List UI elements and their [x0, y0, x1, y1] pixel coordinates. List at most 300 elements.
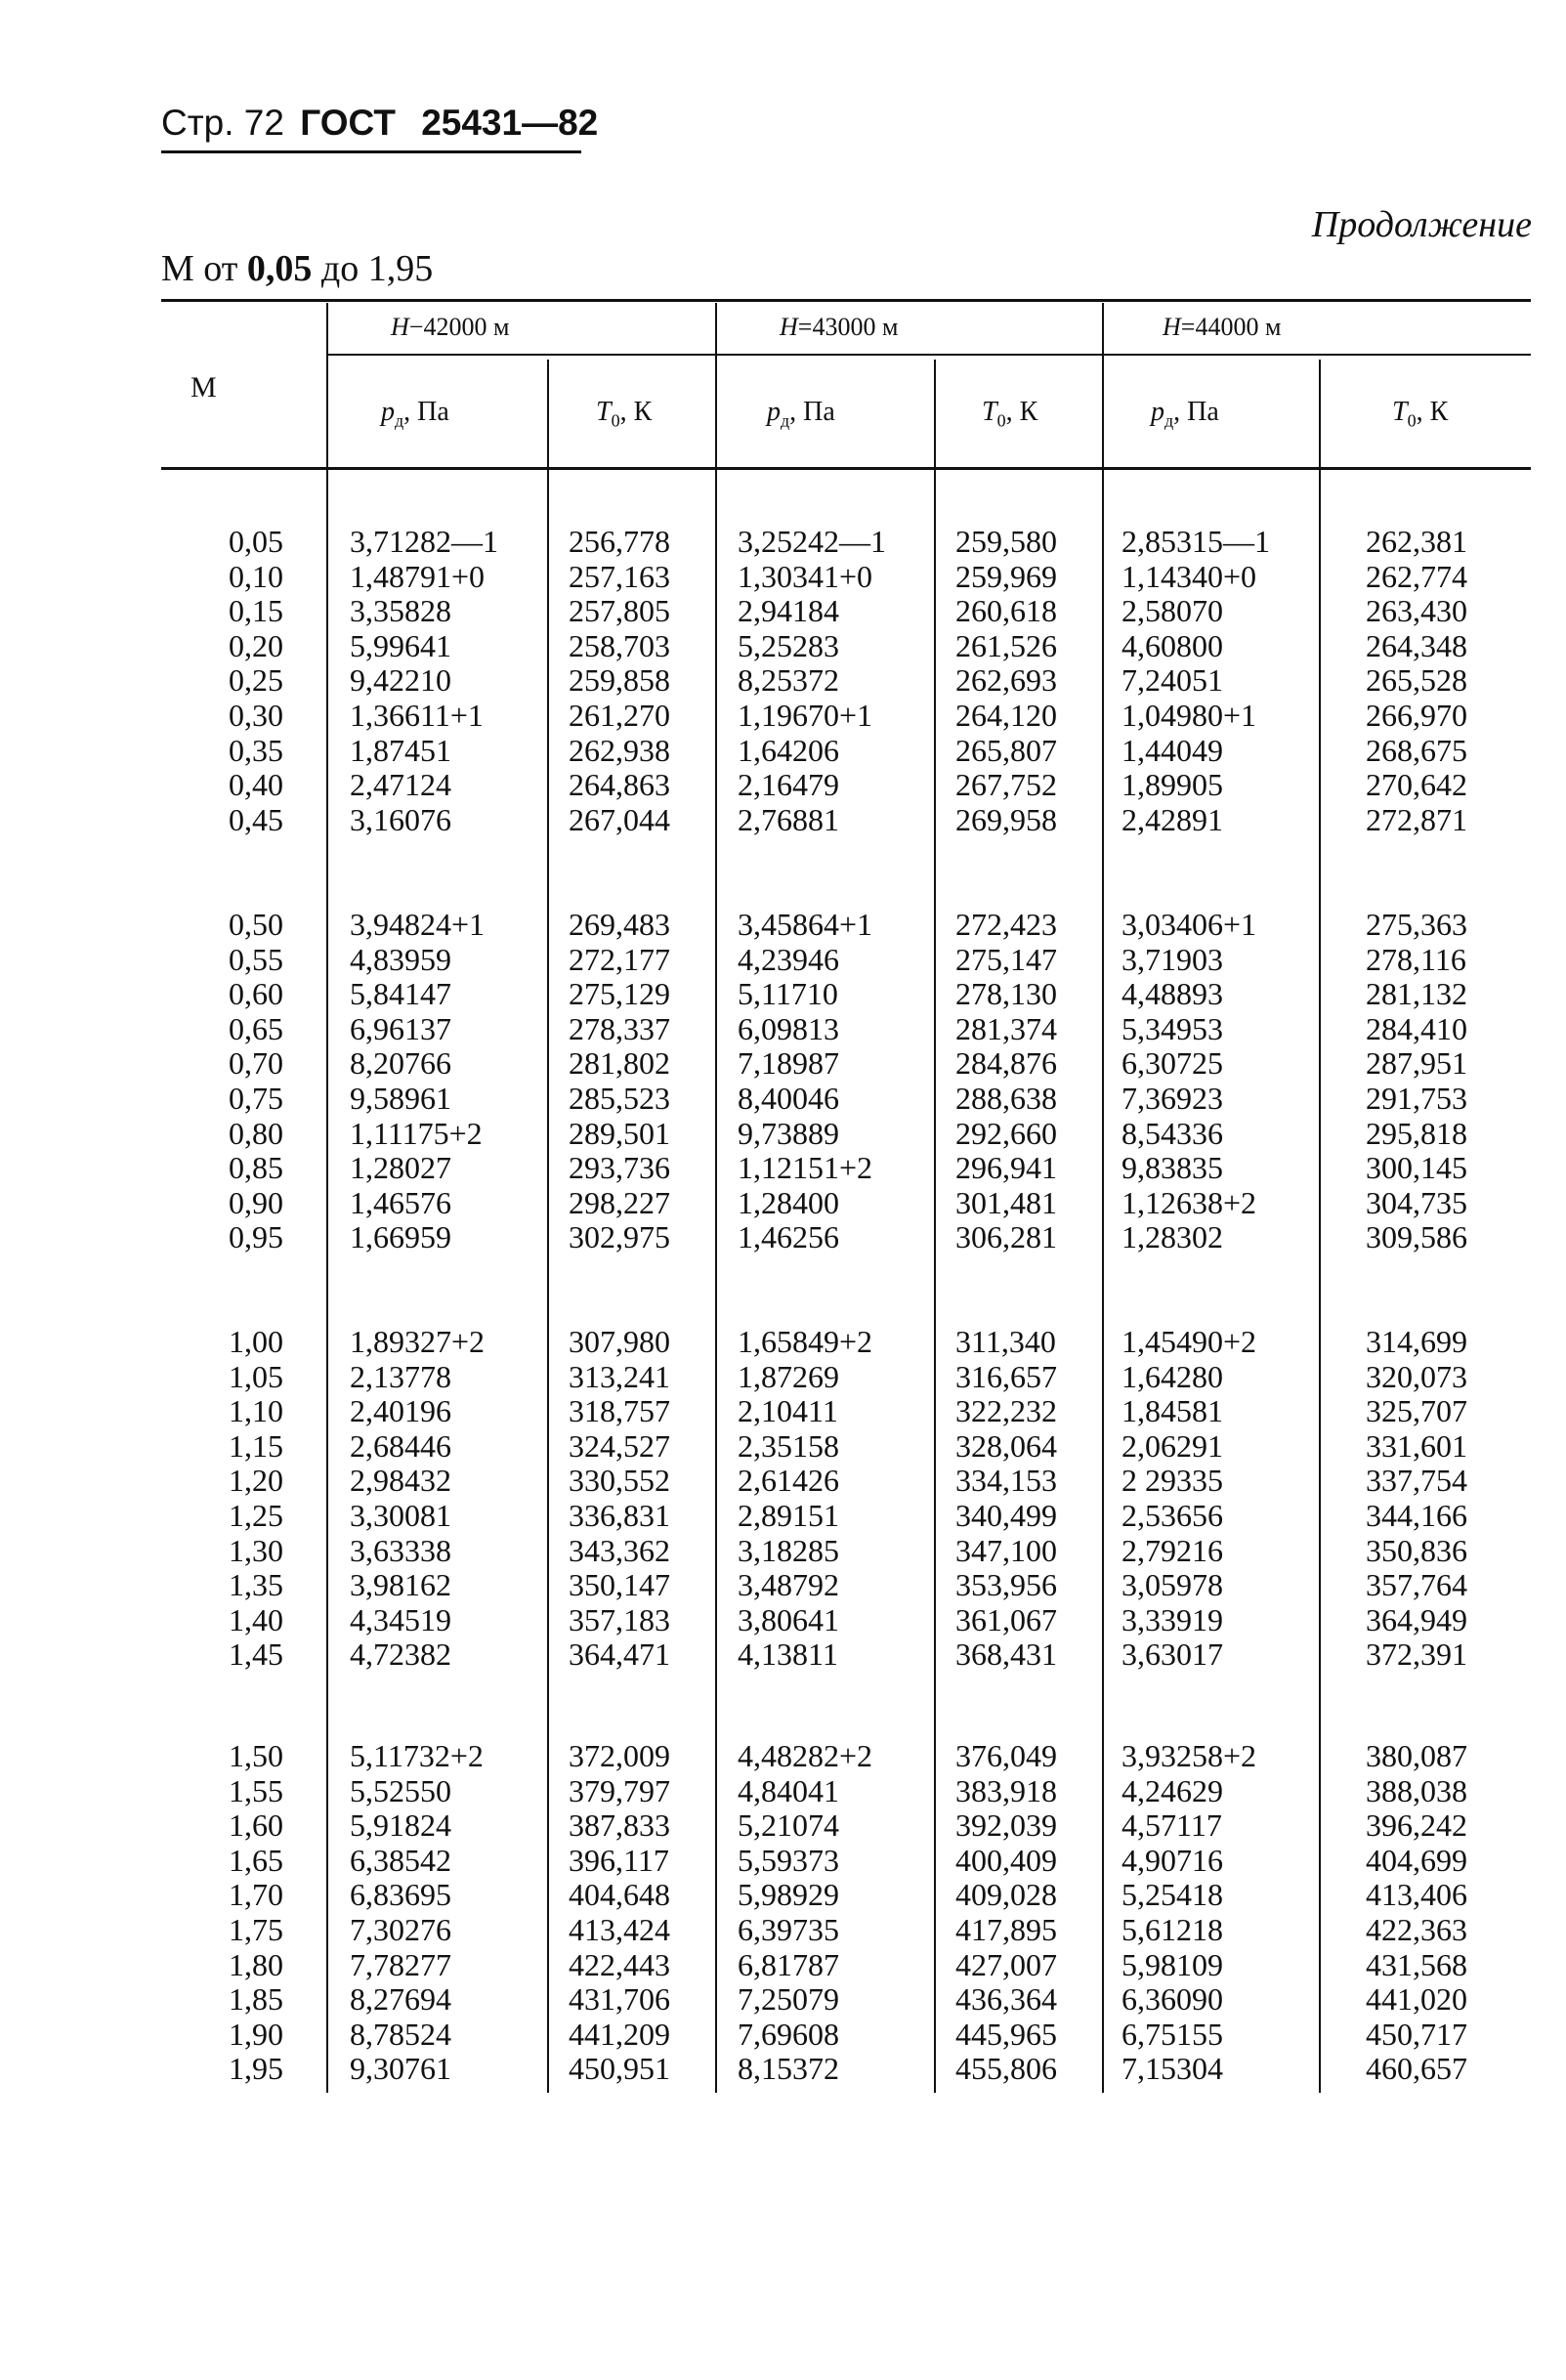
temperature-cell: 311,340 — [955, 1324, 1056, 1359]
table-row — [0, 803, 1566, 838]
temperature-cell: 302,975 — [569, 1219, 670, 1255]
table-row — [0, 1046, 1566, 1082]
pressure-cell: 7,78277 — [350, 1946, 451, 1982]
pressure-cell: 2,47124 — [350, 767, 451, 803]
pressure-cell: 8,15372 — [738, 2051, 839, 2087]
temperature-header: $T_0$, К — [1392, 397, 1449, 431]
table-row — [0, 1499, 1566, 1534]
temperature-cell: 296,941 — [955, 1150, 1057, 1186]
pressure-cell: 1,48791+0 — [350, 558, 486, 594]
table-row — [0, 943, 1566, 978]
header-underline — [161, 150, 581, 153]
temperature-cell: 259,969 — [955, 558, 1057, 594]
temperature-cell: 293,736 — [569, 1150, 670, 1186]
pressure-cell: 5,52550 — [350, 1772, 451, 1808]
pressure-cell: 2,35158 — [738, 1427, 839, 1464]
pressure-cell: 1,87269 — [738, 1358, 839, 1394]
mach-cell: 0,25 — [229, 662, 283, 699]
header-bottom-rule — [161, 467, 1531, 470]
temperature-cell: 422,443 — [569, 1946, 670, 1982]
pressure-cell: 7,24051 — [1122, 662, 1223, 699]
continuation-label: Продолжение — [1311, 204, 1532, 245]
temperature-cell: 455,806 — [955, 2051, 1057, 2087]
temperature-cell: 263,430 — [1366, 593, 1467, 629]
table-row — [0, 1913, 1566, 1948]
temperature-cell: 404,699 — [1366, 1842, 1467, 1878]
temperature-cell: 409,028 — [955, 1877, 1057, 1913]
pressure-cell: 5,84147 — [350, 976, 451, 1012]
mach-cell: 1,25 — [229, 1497, 283, 1533]
pressure-cell: 2,16479 — [738, 767, 839, 803]
temperature-cell: 364,471 — [569, 1636, 670, 1673]
range-middle: до — [312, 248, 368, 289]
pressure-cell: 1,36611+1 — [350, 697, 484, 733]
pressure-cell: 4,84041 — [738, 1772, 839, 1808]
table-row — [0, 908, 1566, 943]
pressure-cell: 1,87451 — [350, 732, 451, 768]
temperature-cell: 256,778 — [569, 524, 670, 559]
mach-cell: 0,55 — [229, 941, 283, 977]
table-row — [0, 1774, 1566, 1809]
temperature-cell: 314,699 — [1366, 1324, 1467, 1359]
temperature-cell: 450,951 — [569, 2051, 670, 2087]
pressure-cell: 2,58070 — [1122, 593, 1223, 629]
pressure-cell: 6,30725 — [1122, 1045, 1223, 1082]
table-row — [0, 525, 1566, 560]
temperature-cell: 318,757 — [569, 1393, 670, 1429]
pressure-cell: 1,66959 — [350, 1219, 451, 1255]
temperature-cell: 300,145 — [1366, 1150, 1467, 1186]
pressure-cell: 3,98162 — [350, 1567, 451, 1603]
pressure-cell: 6,39735 — [738, 1911, 839, 1947]
mach-cell: 1,35 — [229, 1567, 283, 1603]
pressure-cell: 4,48282+2 — [738, 1738, 873, 1773]
pressure-cell: 1,46256 — [738, 1219, 839, 1255]
temperature-cell: 396,117 — [569, 1842, 669, 1878]
table-row — [0, 1464, 1566, 1499]
pressure-cell: 7,25079 — [738, 1981, 839, 2018]
pressure-cell: 2,79216 — [1122, 1532, 1223, 1568]
pressure-cell: 4,34519 — [350, 1601, 451, 1637]
standard-number: 25431—82 — [421, 103, 599, 143]
temperature-cell: 272,423 — [955, 907, 1057, 942]
table-row — [0, 1360, 1566, 1395]
mach-cell: 0,05 — [229, 524, 283, 559]
pressure-cell: 5,25283 — [738, 627, 839, 663]
mach-cell: 0,30 — [229, 697, 283, 733]
mach-range-caption — [161, 247, 433, 290]
temperature-cell: 445,965 — [955, 2016, 1057, 2052]
temperature-cell: 328,064 — [955, 1427, 1057, 1464]
temperature-cell: 262,381 — [1366, 524, 1467, 559]
temperature-cell: 357,764 — [1366, 1567, 1467, 1603]
mach-cell: 1,30 — [229, 1532, 283, 1568]
temperature-cell: 284,876 — [955, 1045, 1057, 1082]
pressure-cell: 7,15304 — [1122, 2051, 1223, 2087]
pressure-cell: 9,42210 — [350, 662, 451, 699]
temperature-cell: 387,833 — [569, 1807, 670, 1844]
pressure-cell: 1,04980+1 — [1122, 697, 1257, 733]
mach-cell: 0,10 — [229, 558, 283, 594]
group-header-rule — [327, 354, 1531, 356]
pressure-cell: 4,72382 — [350, 1636, 451, 1673]
temperature-cell: 309,586 — [1366, 1219, 1467, 1255]
temperature-cell: 320,073 — [1366, 1358, 1467, 1394]
table-row — [0, 1878, 1566, 1913]
temperature-cell: 275,129 — [569, 976, 670, 1012]
temperature-cell: 417,895 — [955, 1911, 1057, 1947]
pressure-cell: 2,98432 — [350, 1463, 451, 1499]
temperature-cell: 361,067 — [955, 1601, 1057, 1637]
temperature-cell: 264,348 — [1366, 627, 1467, 663]
table-block — [0, 1739, 1566, 2087]
pressure-cell: 4,24629 — [1122, 1772, 1223, 1808]
table-top-rule — [161, 299, 1531, 302]
mach-cell: 0,85 — [229, 1150, 283, 1186]
temperature-cell: 259,858 — [569, 662, 670, 699]
temperature-cell: 272,871 — [1366, 801, 1467, 837]
pressure-cell: 3,80641 — [738, 1601, 839, 1637]
temperature-cell: 313,241 — [569, 1358, 670, 1394]
mach-cell: 0,75 — [229, 1080, 283, 1116]
mach-cell: 1,05 — [229, 1358, 283, 1394]
pressure-cell: 2,85315—1 — [1122, 524, 1270, 559]
mach-cell: 1,85 — [229, 1981, 283, 2018]
mach-cell: 1,80 — [229, 1946, 283, 1982]
pressure-cell: 4,48893 — [1122, 976, 1223, 1012]
temperature-cell: 413,406 — [1366, 1877, 1467, 1913]
table-row — [0, 629, 1566, 664]
pressure-cell: 2,68446 — [350, 1427, 451, 1464]
pressure-cell: 2,06291 — [1122, 1427, 1223, 1464]
pressure-cell: 5,61218 — [1122, 1911, 1223, 1947]
table-row — [0, 1325, 1566, 1360]
pressure-cell: 3,63017 — [1122, 1636, 1223, 1673]
temperature-cell: 284,410 — [1366, 1010, 1467, 1046]
temperature-cell: 343,362 — [569, 1532, 670, 1568]
temperature-cell: 270,642 — [1366, 767, 1467, 803]
temperature-cell: 331,601 — [1366, 1427, 1467, 1464]
pressure-cell: 3,03406+1 — [1122, 907, 1257, 942]
pressure-cell: 3,63338 — [350, 1532, 451, 1568]
pressure-cell: 6,81787 — [738, 1946, 839, 1982]
mach-cell: 0,45 — [229, 801, 283, 837]
mach-column-header: М — [190, 371, 217, 404]
pressure-cell: 9,58961 — [350, 1080, 451, 1116]
mach-cell: 1,20 — [229, 1463, 283, 1499]
temperature-cell: 287,951 — [1366, 1045, 1467, 1082]
pressure-cell: 1,28027 — [350, 1150, 451, 1186]
temperature-cell: 281,132 — [1366, 976, 1467, 1012]
mach-cell: 1,70 — [229, 1877, 283, 1913]
pressure-cell: 2,61426 — [738, 1463, 839, 1499]
standard-label: ГОСТ — [300, 103, 396, 143]
temperature-cell: 325,707 — [1366, 1393, 1467, 1429]
pressure-cell: 8,54336 — [1122, 1115, 1223, 1151]
temperature-cell: 269,483 — [569, 907, 670, 942]
temperature-cell: 368,431 — [955, 1636, 1057, 1673]
pressure-cell: 2 29335 — [1122, 1463, 1223, 1499]
pressure-cell: 3,25242—1 — [738, 524, 886, 559]
pressure-cell: 2,13778 — [350, 1358, 451, 1394]
table-block — [0, 908, 1566, 1255]
table-row — [0, 2018, 1566, 2053]
pressure-cell: 7,30276 — [350, 1911, 451, 1947]
pressure-cell: 9,83835 — [1122, 1150, 1223, 1186]
temperature-cell: 269,958 — [955, 801, 1057, 837]
page-header — [161, 103, 598, 144]
temperature-cell: 257,163 — [569, 558, 670, 594]
mach-cell: 0,65 — [229, 1010, 283, 1046]
temperature-cell: 275,147 — [955, 941, 1057, 977]
pressure-cell: 5,59373 — [738, 1842, 839, 1878]
range-to: 1,95 — [367, 248, 434, 289]
pressure-cell: 1,28400 — [738, 1184, 839, 1220]
mach-cell: 0,95 — [229, 1219, 283, 1255]
mach-cell: 1,45 — [229, 1636, 283, 1673]
table-row — [0, 2052, 1566, 2087]
pressure-cell: 6,36090 — [1122, 1981, 1223, 2018]
pressure-cell: 5,21074 — [738, 1807, 839, 1844]
pressure-cell: 1,65849+2 — [738, 1324, 873, 1359]
pressure-cell: 8,20766 — [350, 1045, 451, 1082]
pressure-cell: 4,23946 — [738, 941, 839, 977]
pressure-cell: 1,45490+2 — [1122, 1324, 1257, 1359]
temperature-cell: 261,526 — [955, 627, 1057, 663]
temperature-cell: 316,657 — [955, 1358, 1057, 1394]
pressure-cell: 4,90716 — [1122, 1842, 1223, 1878]
table-row — [0, 1429, 1566, 1465]
pressure-cell: 1,89327+2 — [350, 1324, 486, 1359]
pressure-cell: 5,34953 — [1122, 1010, 1223, 1046]
temperature-cell: 265,528 — [1366, 662, 1467, 699]
pressure-cell: 4,57117 — [1122, 1807, 1222, 1844]
table-block — [0, 1325, 1566, 1673]
table-row — [0, 1151, 1566, 1186]
temperature-cell: 322,232 — [955, 1393, 1057, 1429]
pressure-cell: 1,12638+2 — [1122, 1184, 1257, 1220]
mach-cell: 0,50 — [229, 907, 283, 942]
pressure-cell: 3,93258+2 — [1122, 1738, 1257, 1773]
mach-cell: 0,40 — [229, 767, 283, 803]
table-row — [0, 734, 1566, 769]
pressure-cell: 3,94824+1 — [350, 907, 486, 942]
pressure-cell: 6,75155 — [1122, 2016, 1223, 2052]
temperature-cell: 291,753 — [1366, 1080, 1467, 1116]
pressure-cell: 7,36923 — [1122, 1080, 1223, 1116]
temperature-cell: 380,087 — [1366, 1738, 1467, 1773]
mach-cell: 1,90 — [229, 2016, 283, 2052]
temperature-cell: 288,638 — [955, 1080, 1057, 1116]
temperature-cell: 266,970 — [1366, 697, 1467, 733]
table-row — [0, 1844, 1566, 1879]
temperature-cell: 262,774 — [1366, 558, 1467, 594]
temperature-cell: 431,706 — [569, 1981, 670, 2018]
pressure-header: $p_д$, Па — [1151, 397, 1219, 431]
table-row — [0, 594, 1566, 629]
temperature-cell: 295,818 — [1366, 1115, 1467, 1151]
temperature-cell: 431,568 — [1366, 1946, 1467, 1982]
temperature-cell: 267,752 — [955, 767, 1057, 803]
temperature-cell: 267,044 — [569, 801, 670, 837]
temperature-cell: 383,918 — [955, 1772, 1057, 1808]
temperature-cell: 262,693 — [955, 662, 1057, 699]
temperature-cell: 260,618 — [955, 593, 1057, 629]
temperature-cell: 334,153 — [955, 1463, 1057, 1499]
temperature-cell: 372,391 — [1366, 1636, 1467, 1673]
table-row — [0, 1568, 1566, 1603]
temperature-cell: 376,049 — [955, 1738, 1057, 1773]
mach-cell: 1,60 — [229, 1807, 283, 1844]
temperature-cell: 324,527 — [569, 1427, 670, 1464]
pressure-cell: 2,42891 — [1122, 801, 1223, 837]
pressure-cell: 9,30761 — [350, 2051, 451, 2087]
pressure-cell: 3,16076 — [350, 801, 451, 837]
page-number: Стр. 72 — [161, 103, 284, 143]
pressure-cell: 1,12151+2 — [738, 1150, 873, 1186]
pressure-cell: 3,18285 — [738, 1532, 839, 1568]
temperature-cell: 264,863 — [569, 767, 670, 803]
pressure-cell: 1,84581 — [1122, 1393, 1223, 1429]
temperature-cell: 258,703 — [569, 627, 670, 663]
temperature-cell: 388,038 — [1366, 1772, 1467, 1808]
table-row — [0, 663, 1566, 699]
pressure-cell: 1,19670+1 — [738, 697, 873, 733]
table-row — [0, 1012, 1566, 1047]
pressure-cell: 2,94184 — [738, 593, 839, 629]
mach-cell: 1,10 — [229, 1393, 283, 1429]
pressure-cell: 3,05978 — [1122, 1567, 1223, 1603]
temperature-cell: 272,177 — [569, 941, 670, 977]
table-row — [0, 1534, 1566, 1569]
temperature-cell: 460,657 — [1366, 2051, 1467, 2087]
temperature-cell: 268,675 — [1366, 732, 1467, 768]
pressure-cell: 4,13811 — [738, 1636, 838, 1673]
pressure-cell: 2,10411 — [738, 1393, 838, 1429]
range-from: 0,05 — [246, 248, 313, 289]
pressure-cell: 5,25418 — [1122, 1877, 1223, 1913]
temperature-cell: 400,409 — [955, 1842, 1057, 1878]
table-row — [0, 560, 1566, 595]
pressure-cell: 2,76881 — [738, 801, 839, 837]
pressure-cell: 5,91824 — [350, 1807, 451, 1844]
pressure-cell: 3,30081 — [350, 1497, 451, 1533]
pressure-cell: 8,27694 — [350, 1981, 451, 2018]
mach-cell: 0,60 — [229, 976, 283, 1012]
temperature-cell: 262,938 — [569, 732, 670, 768]
pressure-header: $p_д$, Па — [767, 397, 835, 431]
pressure-header: $p_д$, Па — [381, 397, 449, 431]
temperature-cell: 259,580 — [955, 524, 1057, 559]
temperature-cell: 372,009 — [569, 1738, 670, 1773]
temperature-cell: 278,337 — [569, 1010, 670, 1046]
pressure-cell: 1,64280 — [1122, 1358, 1223, 1394]
pressure-cell: 5,98929 — [738, 1877, 839, 1913]
temperature-cell: 427,007 — [955, 1946, 1057, 1982]
mach-cell: 0,15 — [229, 593, 283, 629]
table-row — [0, 768, 1566, 803]
pressure-cell: 6,09813 — [738, 1010, 839, 1046]
mach-cell: 1,65 — [229, 1842, 283, 1878]
pressure-cell: 4,60800 — [1122, 627, 1223, 663]
temperature-header: $T_0$, К — [596, 397, 653, 431]
table-block — [0, 525, 1566, 837]
temperature-cell: 436,364 — [955, 1981, 1057, 2018]
pressure-cell: 7,18987 — [738, 1045, 839, 1082]
temperature-cell: 441,209 — [569, 2016, 670, 2052]
table-row — [0, 699, 1566, 734]
pressure-cell: 8,78524 — [350, 2016, 451, 2052]
temperature-cell: 257,805 — [569, 593, 670, 629]
temperature-cell: 265,807 — [955, 732, 1057, 768]
pressure-cell: 9,73889 — [738, 1115, 839, 1151]
pressure-cell: 7,69608 — [738, 2016, 839, 2052]
pressure-cell: 3,48792 — [738, 1567, 839, 1603]
pressure-cell: 8,40046 — [738, 1080, 839, 1116]
temperature-cell: 298,227 — [569, 1184, 670, 1220]
mach-cell: 0,20 — [229, 627, 283, 663]
table-row — [0, 1186, 1566, 1221]
temperature-cell: 330,552 — [569, 1463, 670, 1499]
temperature-header: $T_0$, К — [982, 397, 1038, 431]
table-row — [0, 1394, 1566, 1429]
temperature-cell: 392,039 — [955, 1807, 1057, 1844]
temperature-cell: 413,424 — [569, 1911, 670, 1947]
temperature-cell: 337,754 — [1366, 1463, 1467, 1499]
temperature-cell: 353,956 — [955, 1567, 1057, 1603]
temperature-cell: 422,363 — [1366, 1911, 1467, 1947]
temperature-cell: 441,020 — [1366, 1981, 1467, 2018]
mach-cell: 0,80 — [229, 1115, 283, 1151]
pressure-cell: 1,14340+0 — [1122, 558, 1257, 594]
table-row — [0, 1220, 1566, 1255]
temperature-cell: 261,270 — [569, 697, 670, 733]
pressure-cell: 5,11710 — [738, 976, 838, 1012]
temperature-cell: 285,523 — [569, 1080, 670, 1116]
mach-cell: 1,55 — [229, 1772, 283, 1808]
temperature-cell: 306,281 — [955, 1219, 1057, 1255]
table-row — [0, 1739, 1566, 1774]
pressure-cell: 2,53656 — [1122, 1497, 1223, 1533]
altitude-header: H=44000 м — [1163, 313, 1282, 341]
temperature-cell: 281,374 — [955, 1010, 1057, 1046]
pressure-cell: 5,99641 — [350, 627, 451, 663]
pressure-cell: 3,71903 — [1122, 941, 1223, 977]
temperature-cell: 301,481 — [955, 1184, 1057, 1220]
temperature-cell: 379,797 — [569, 1772, 670, 1808]
temperature-cell: 336,831 — [569, 1497, 670, 1533]
pressure-cell: 3,45864+1 — [738, 907, 873, 942]
pressure-cell: 2,40196 — [350, 1393, 451, 1429]
pressure-cell: 3,33919 — [1122, 1601, 1223, 1637]
mach-cell: 1,95 — [229, 2051, 283, 2087]
pressure-cell: 6,83695 — [350, 1877, 451, 1913]
pressure-cell: 6,38542 — [350, 1842, 451, 1878]
pressure-cell: 8,25372 — [738, 662, 839, 699]
pressure-cell: 1,89905 — [1122, 767, 1223, 803]
temperature-cell: 350,836 — [1366, 1532, 1467, 1568]
mach-cell: 0,35 — [229, 732, 283, 768]
temperature-cell: 292,660 — [955, 1115, 1057, 1151]
table-row — [0, 1982, 1566, 2018]
temperature-cell: 347,100 — [955, 1532, 1057, 1568]
pressure-cell: 1,46576 — [350, 1184, 451, 1220]
pressure-cell: 1,30341+0 — [738, 558, 873, 594]
pressure-cell: 6,96137 — [350, 1010, 451, 1046]
temperature-cell: 404,648 — [569, 1877, 670, 1913]
temperature-cell: 289,501 — [569, 1115, 670, 1151]
table-row — [0, 977, 1566, 1012]
